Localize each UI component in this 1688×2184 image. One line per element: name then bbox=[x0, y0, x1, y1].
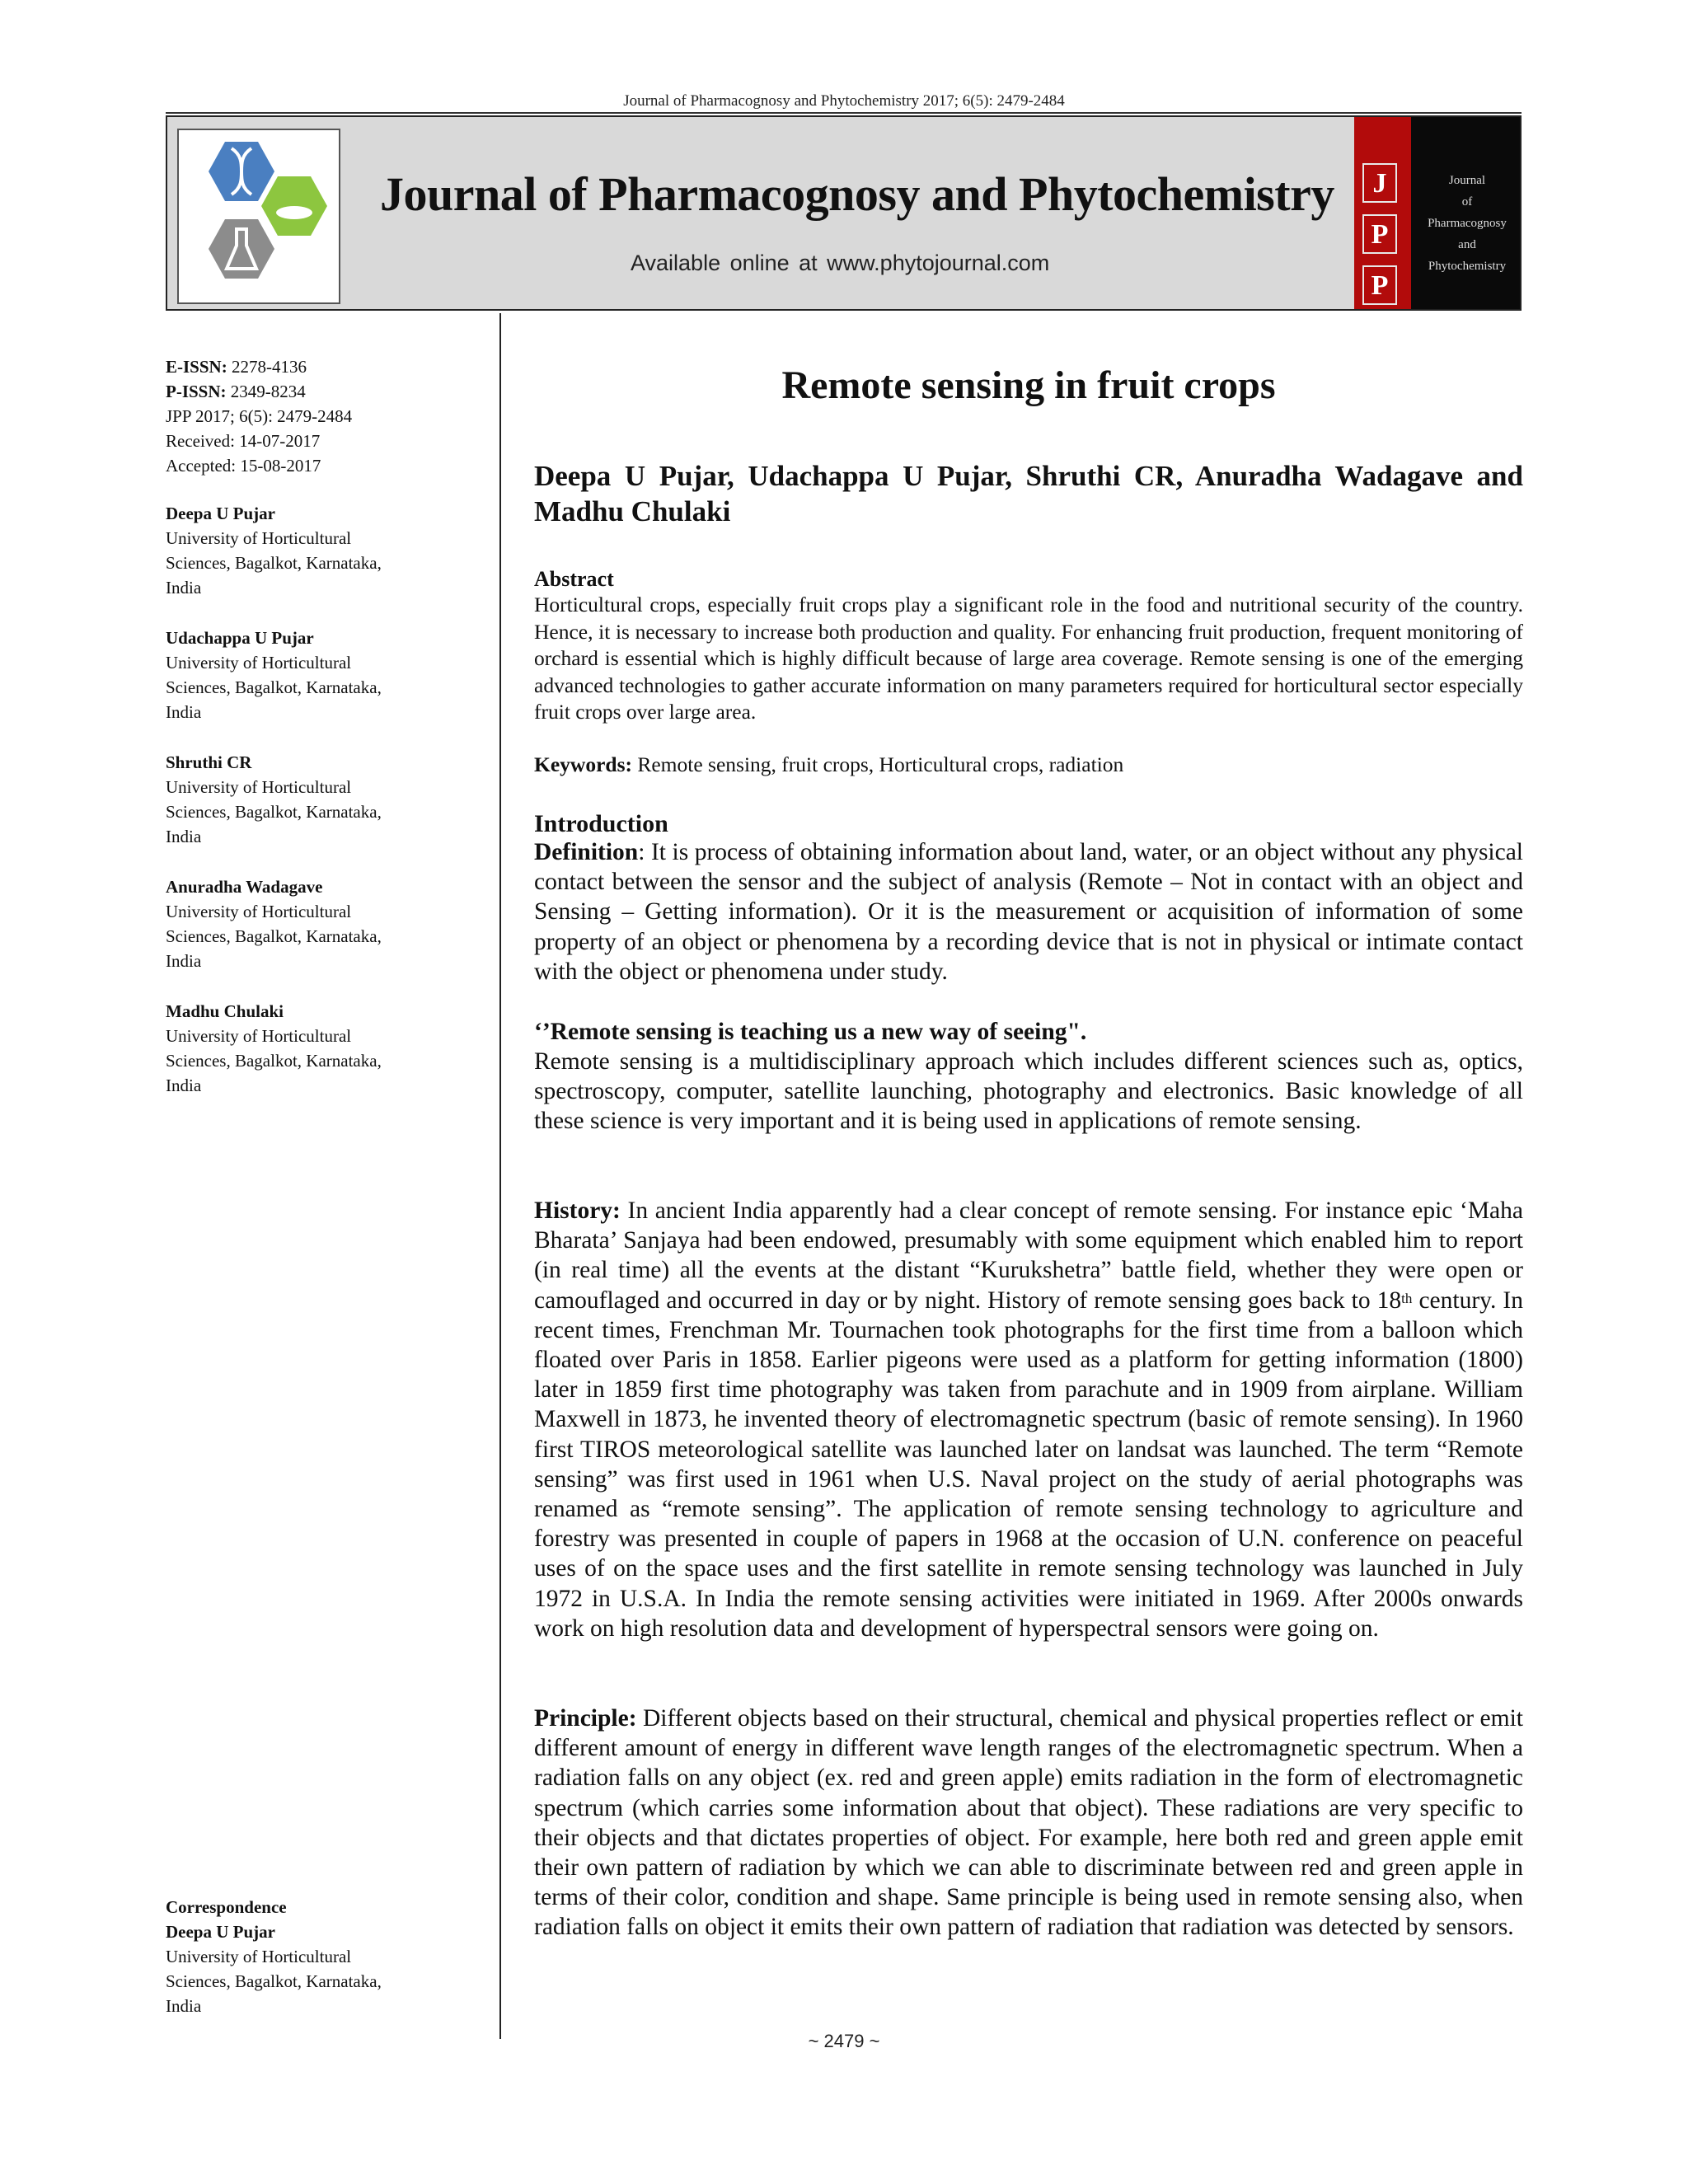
affiliation-line: India bbox=[166, 578, 202, 598]
page-number: ~ 2479 ~ bbox=[808, 2031, 880, 2051]
quote-heading: ‘’Remote sensing is teaching us a new way of seeing". bbox=[534, 1019, 1087, 1045]
jpp-badge bbox=[1354, 117, 1411, 311]
affiliation-line: University of Horticultural bbox=[166, 1026, 352, 1046]
affiliation-block bbox=[166, 874, 479, 973]
correspondence-line: India bbox=[166, 1996, 202, 2016]
keywords-label: Keywords: bbox=[534, 752, 632, 776]
article-title: Remote sensing in fruit crops bbox=[781, 363, 1276, 407]
affiliation-line: University of Horticultural bbox=[166, 902, 352, 921]
introduction-heading: Introduction bbox=[534, 810, 668, 837]
jpp-letter-p2: P bbox=[1362, 265, 1397, 305]
correspondence-block bbox=[166, 1895, 479, 2018]
jpp-badge-text bbox=[1411, 117, 1522, 311]
affiliation-author: Deepa U Pujar bbox=[166, 504, 275, 523]
correspondence-line: Sciences, Bagalkot, Karnataka, bbox=[166, 1971, 382, 1991]
affiliation-line: Sciences, Bagalkot, Karnataka, bbox=[166, 553, 382, 573]
history-label: History: bbox=[534, 1197, 621, 1224]
quote-paragraph: Remote sensing is a multidisciplinary approach which includes different sciences such as, optics, spectroscopy, computer, satellite launching, photography and electronics. Basic knowledge of all these science is very important and it is being used in applications of remote sensing. bbox=[534, 1048, 1523, 1135]
affiliation-line: University of Horticultural bbox=[166, 653, 352, 673]
eissn: E-ISSN: 2278-4136 bbox=[166, 357, 307, 377]
affiliation-block bbox=[166, 999, 479, 1098]
badge-text-line: Journal bbox=[1448, 174, 1486, 187]
received-date: Received: 14-07-2017 bbox=[166, 431, 321, 451]
badge-text-line: and bbox=[1458, 238, 1476, 251]
affiliation-line: India bbox=[166, 827, 202, 846]
affiliation-line: University of Horticultural bbox=[166, 777, 352, 797]
affiliation-block bbox=[166, 626, 479, 724]
history-paragraph: History: In ancient India apparently had a clear concept of remote sensing. For instance epic ‘Maha Bharata’ Sanjaya had been endowed, presumably with some equipment which enabled him to report (in real time) all the events at the distant “Kurukshetra” battle field, whether they were open or camouflaged and occurred in day or by night. History of remote sensing goes back to 18th century. In recent times, Frenchman Mr. Tournachen took photographs for the first time from a balloon which floated over Paris in 1858. Earlier pigeons were used as a platform for getting information (1800) later in 1859 first time photography was taken from parachute and in 1909 from airplane. William Maxwell in 1873, he invented theory of electromagnetic spectrum (basic of remote sensing). In 1960 first TIROS meteorological satellite was launched later on landsat was launched. The term “Remote sensing” was first used in 1961 when U.S. Naval project on the study of aerial photographs was renamed as “remote sensing”. The application of remote sensing technology to agriculture and forestry was presented in couple of papers in 1968 at the occasion of U.N. conference on peaceful uses of on the space uses and the first satellite in remote sensing technology was launched in July 1972 in U.S.A. In India the remote sensing activities were initiated in 1969. After 2000s onwards work on high resolution data and development of hyperspectral sensors were going on. bbox=[534, 1197, 1523, 1642]
journal-logo bbox=[177, 129, 340, 304]
badge-text-line: Pharmacognosy bbox=[1428, 217, 1507, 230]
affiliation-line: University of Horticultural bbox=[166, 528, 352, 548]
principle-paragraph: Principle: Different objects based on their structural, chemical and physical properties reflect or emit different amount of energy in different wave length ranges of the electromagnetic spectrum. When a radiation falls on any object (ex. red and green apple) emits radiation in the form of electromagnetic spectrum (which carries some information about that object). These radiations are very specific to their objects and that dictates properties of object. For example, here both red and green apple emit their own pattern of radiation by which we can able to discriminate between red and green apple in terms of their color, condition and shape. Same principle is being used in remote sensing also, when radiation falls on object it emits their own pattern of radiation that radiation was detected by sensors. bbox=[534, 1705, 1523, 1941]
affiliation-line: India bbox=[166, 1076, 202, 1095]
affiliation-author: Madhu Chulaki bbox=[166, 1001, 284, 1021]
column-divider bbox=[499, 313, 501, 2039]
affiliation-line: Sciences, Bagalkot, Karnataka, bbox=[166, 1051, 382, 1071]
keywords bbox=[534, 752, 1523, 778]
article-authors: Deepa U Pujar, Udachappa U Pujar, Shruthi CR, Anuradha Wadagave and Madhu Chulaki bbox=[534, 460, 1523, 527]
correspondence-name: Deepa U Pujar bbox=[166, 1922, 275, 1942]
correspondence-label: Correspondence bbox=[166, 1897, 287, 1917]
running-head: Journal of Pharmacognosy and Phytochemistry 2017; 6(5): 2479-2484 bbox=[623, 92, 1065, 110]
affiliation-block bbox=[166, 501, 479, 600]
affiliation-line: India bbox=[166, 951, 202, 971]
header-rule bbox=[166, 112, 1522, 114]
banner-subtitle: Available online at www.phytojournal.com bbox=[631, 251, 1050, 275]
definition-label: Definition bbox=[534, 839, 639, 865]
accepted-date: Accepted: 15-08-2017 bbox=[166, 456, 321, 476]
correspondence-line: University of Horticultural bbox=[166, 1947, 352, 1966]
keywords-text: Remote sensing, fruit crops, Horticultural crops, radiation bbox=[637, 752, 1124, 776]
affiliation-author: Shruthi CR bbox=[166, 752, 252, 772]
pissn: P-ISSN: 2349-8234 bbox=[166, 382, 306, 401]
principle-label: Principle: bbox=[534, 1705, 637, 1732]
definition-paragraph: Definition: It is process of obtaining information about land, water, or an object without any physical contact between the sensor and the subject of analysis (Remote – Not in contact with an object and Sensing – Getting information). Or it is the measurement or acquisition of information of some property of an object or phenomena by a recording device that is not in physical or intimate contact with the object or phenomena under study. bbox=[534, 839, 1523, 985]
badge-text-line: of bbox=[1461, 195, 1473, 209]
abstract-heading: Abstract bbox=[534, 567, 614, 591]
jpp-letter-j: J bbox=[1362, 163, 1397, 203]
jpp-letter-p1: P bbox=[1362, 214, 1397, 254]
affiliation-line: Sciences, Bagalkot, Karnataka, bbox=[166, 802, 382, 822]
affiliation-line: Sciences, Bagalkot, Karnataka, bbox=[166, 677, 382, 697]
affiliation-line: Sciences, Bagalkot, Karnataka, bbox=[166, 926, 382, 946]
affiliation-line: India bbox=[166, 702, 202, 722]
affiliation-author: Udachappa U Pujar bbox=[166, 628, 314, 648]
sidebar bbox=[166, 354, 479, 1095]
banner-title: Journal of Pharmacognosy and Phytochemistry bbox=[380, 167, 1334, 221]
badge-text-line: Phytochemistry bbox=[1428, 260, 1507, 273]
journal-banner bbox=[166, 115, 1522, 311]
abstract-text: Horticultural crops, especially fruit crops play a significant role in the food and nutritional security of the country. Hence, it is necessary to increase both production and quality. For enhancing fruit production, frequent monitoring of orchard is essential which is highly difficult because of large area coverage. Remote sensing is one of the emerging advanced technologies to gather accurate information on many parameters required for horticultural sector especially fruit crops over large area. bbox=[534, 593, 1523, 724]
hexagon-logo-icon bbox=[185, 137, 334, 298]
jpp-citation: JPP 2017; 6(5): 2479-2484 bbox=[166, 406, 353, 426]
affiliation-author: Anuradha Wadagave bbox=[166, 877, 323, 897]
affiliation-block bbox=[166, 750, 479, 849]
